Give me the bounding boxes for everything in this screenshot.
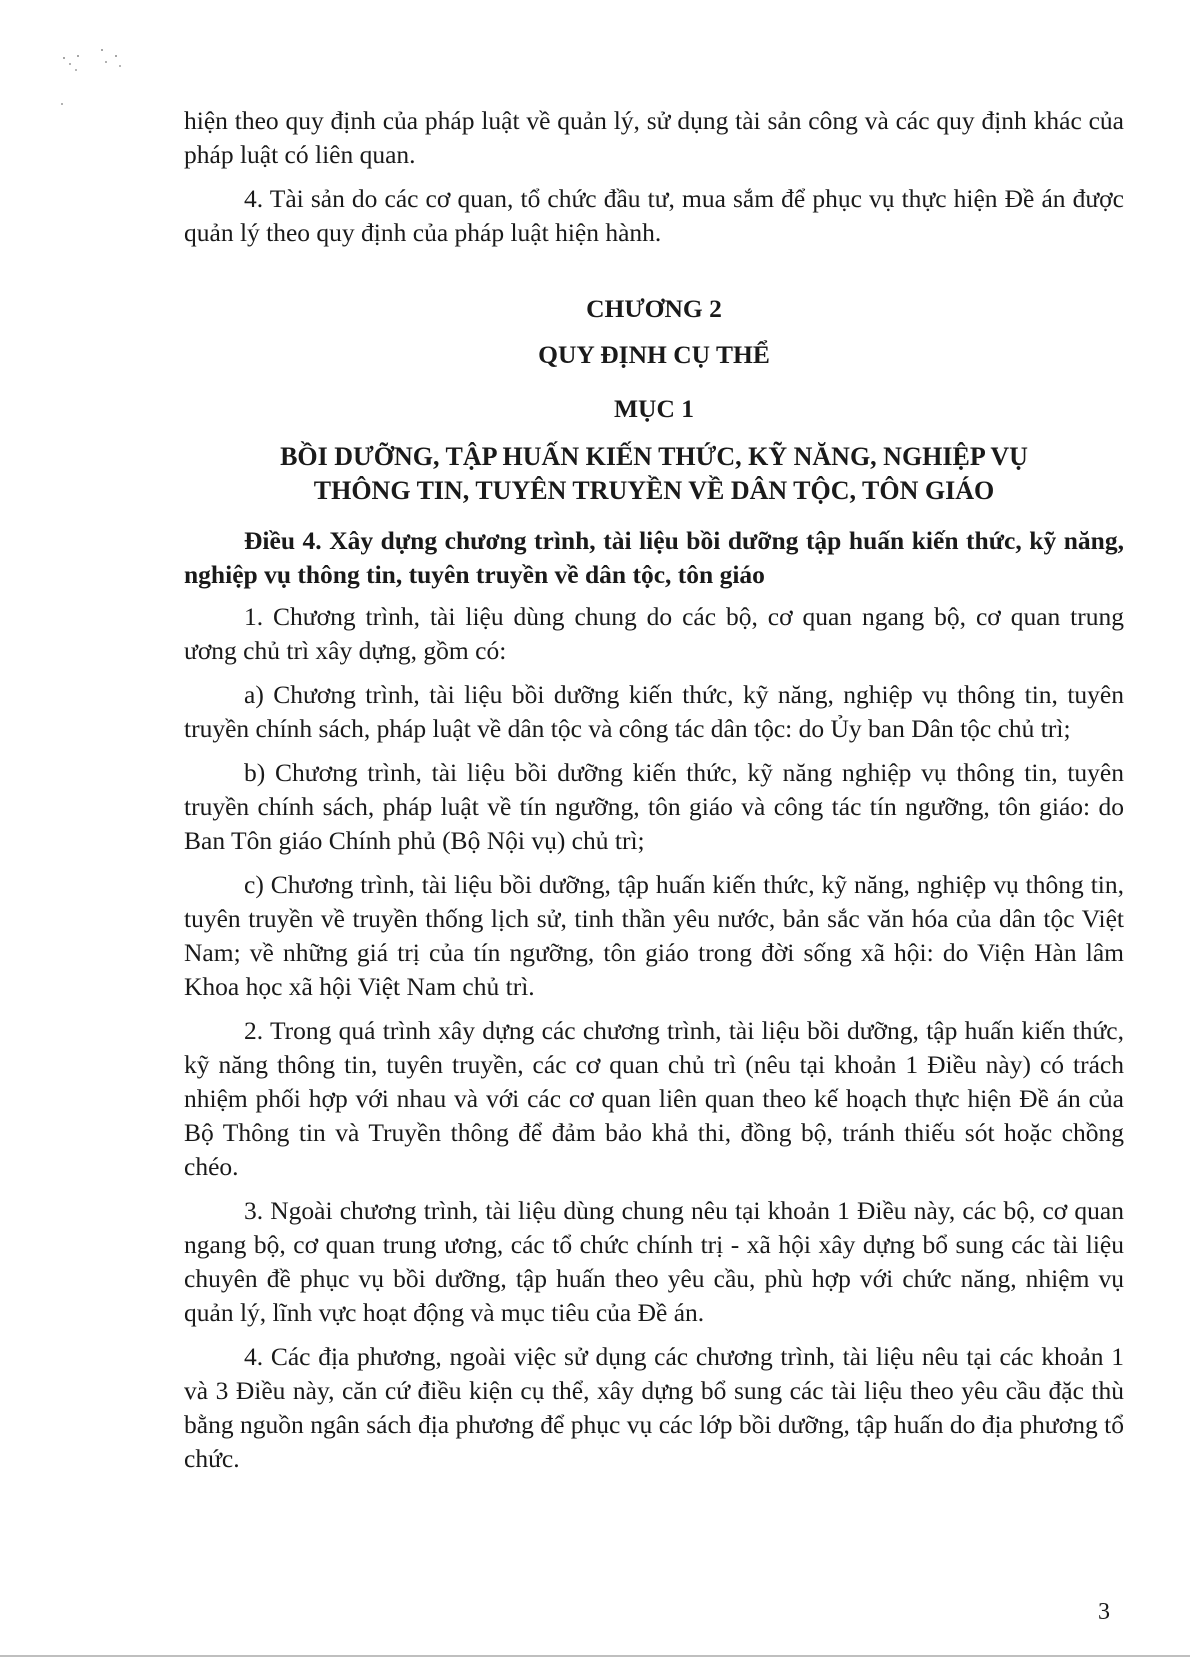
section-title-line-1: BỒI DƯỠNG, TẬP HUẤN KIẾN THỨC, KỸ NĂNG, NGHIỆP VỤ <box>280 442 1028 471</box>
page-bottom-divider <box>0 1655 1190 1657</box>
paragraph-continued: hiện theo quy định của pháp luật về quản lý, sử dụng tài sản công và các quy định khác của pháp luật có liên quan. <box>184 106 1124 169</box>
scan-artifact-specks <box>58 42 148 122</box>
article-paragraph: a) Chương trình, tài liệu bồi dưỡng kiến thức, kỹ năng, nghiệp vụ thông tin, tuyên truyền chính sách, pháp luật về dân tộc và công tác dân tộc: do Ủy ban Dân tộc chủ trì; <box>184 680 1124 743</box>
article-paragraph: 1. Chương trình, tài liệu dùng chung do các bộ, cơ quan ngang bộ, cơ quan trung ương chủ trì xây dựng, gồm có: <box>184 602 1124 665</box>
article-paragraph: 4. Các địa phương, ngoài việc sử dụng các chương trình, tài liệu nêu tại các khoản 1 và 3 Điều này, căn cứ điều kiện cụ thể, xây dựng bổ sung các tài liệu theo yêu cầu đặc thù bằng nguồn ngân sách địa phương để phục vụ các lớp bồi dưỡng, tập huấn do địa phương tổ chức. <box>184 1342 1124 1473</box>
article-4-title: Điều 4. Xây dựng chương trình, tài liệu bồi dưỡng tập huấn kiến thức, kỹ năng, nghiệp vụ thông tin, tuyên truyền về dân tộc, tôn giáo <box>184 526 1124 589</box>
page-number: 3 <box>1098 1599 1110 1625</box>
chapter-heading: CHƯƠNG 2 <box>586 294 722 323</box>
paragraph-asset-management: 4. Tài sản do các cơ quan, tổ chức đầu tư, mua sắm để phục vụ thực hiện Đề án được quản lý theo quy định của pháp luật hiện hành. <box>184 184 1124 247</box>
article-paragraph: c) Chương trình, tài liệu bồi dưỡng, tập huấn kiến thức, kỹ năng, nghiệp vụ thông tin, tuyên truyền về truyền thống lịch sử, tinh thần yêu nước, bản sắc văn hóa của dân tộc Việt Nam; về những giá trị của tín ngưỡng, tôn giáo trong đời sống xã hội: do Viện Hàn lâm Khoa học xã hội Việt Nam chủ trì. <box>184 870 1124 1001</box>
article-paragraph: b) Chương trình, tài liệu bồi dưỡng kiến thức, kỹ năng nghiệp vụ thông tin, tuyên truyền chính sách, pháp luật về tín ngưỡng, tôn giáo và công tác tín ngưỡng, tôn giáo: do Ban Tôn giáo Chính phủ (Bộ Nội vụ) chủ trì; <box>184 758 1124 855</box>
section-heading: MỤC 1 <box>613 394 695 423</box>
article-paragraph: 3. Ngoài chương trình, tài liệu dùng chung nêu tại khoản 1 Điều này, các bộ, cơ quan ngang bộ, cơ quan trung ương, các tổ chức chính trị - xã hội xây dựng bổ sung các tài liệu chuyên đề phục vụ bồi dưỡng, tập huấn theo yêu cầu, phù hợp với chức năng, nhiệm vụ quản lý, lĩnh vực hoạt động và mục tiêu của Đề án. <box>184 1196 1124 1327</box>
article-paragraph: 2. Trong quá trình xây dựng các chương trình, tài liệu bồi dưỡng, tập huấn kiến thức, kỹ năng thông tin, tuyên truyền, các cơ quan chủ trì (nêu tại khoản 1 Điều này) có trách nhiệm phối hợp với nhau và với các cơ quan liên quan theo kế hoạch thực hiện Đề án của Bộ Thông tin và Truyền thông để đảm bảo khả thi, đồng bộ, tránh thiếu sót hoặc chồng chéo. <box>184 1016 1124 1181</box>
chapter-title: QUY ĐỊNH CỤ THỂ <box>538 340 770 369</box>
section-title-line-2: THÔNG TIN, TUYÊN TRUYỀN VỀ DÂN TỘC, TÔN GIÁO <box>313 476 995 505</box>
document-body <box>184 104 1124 1486</box>
